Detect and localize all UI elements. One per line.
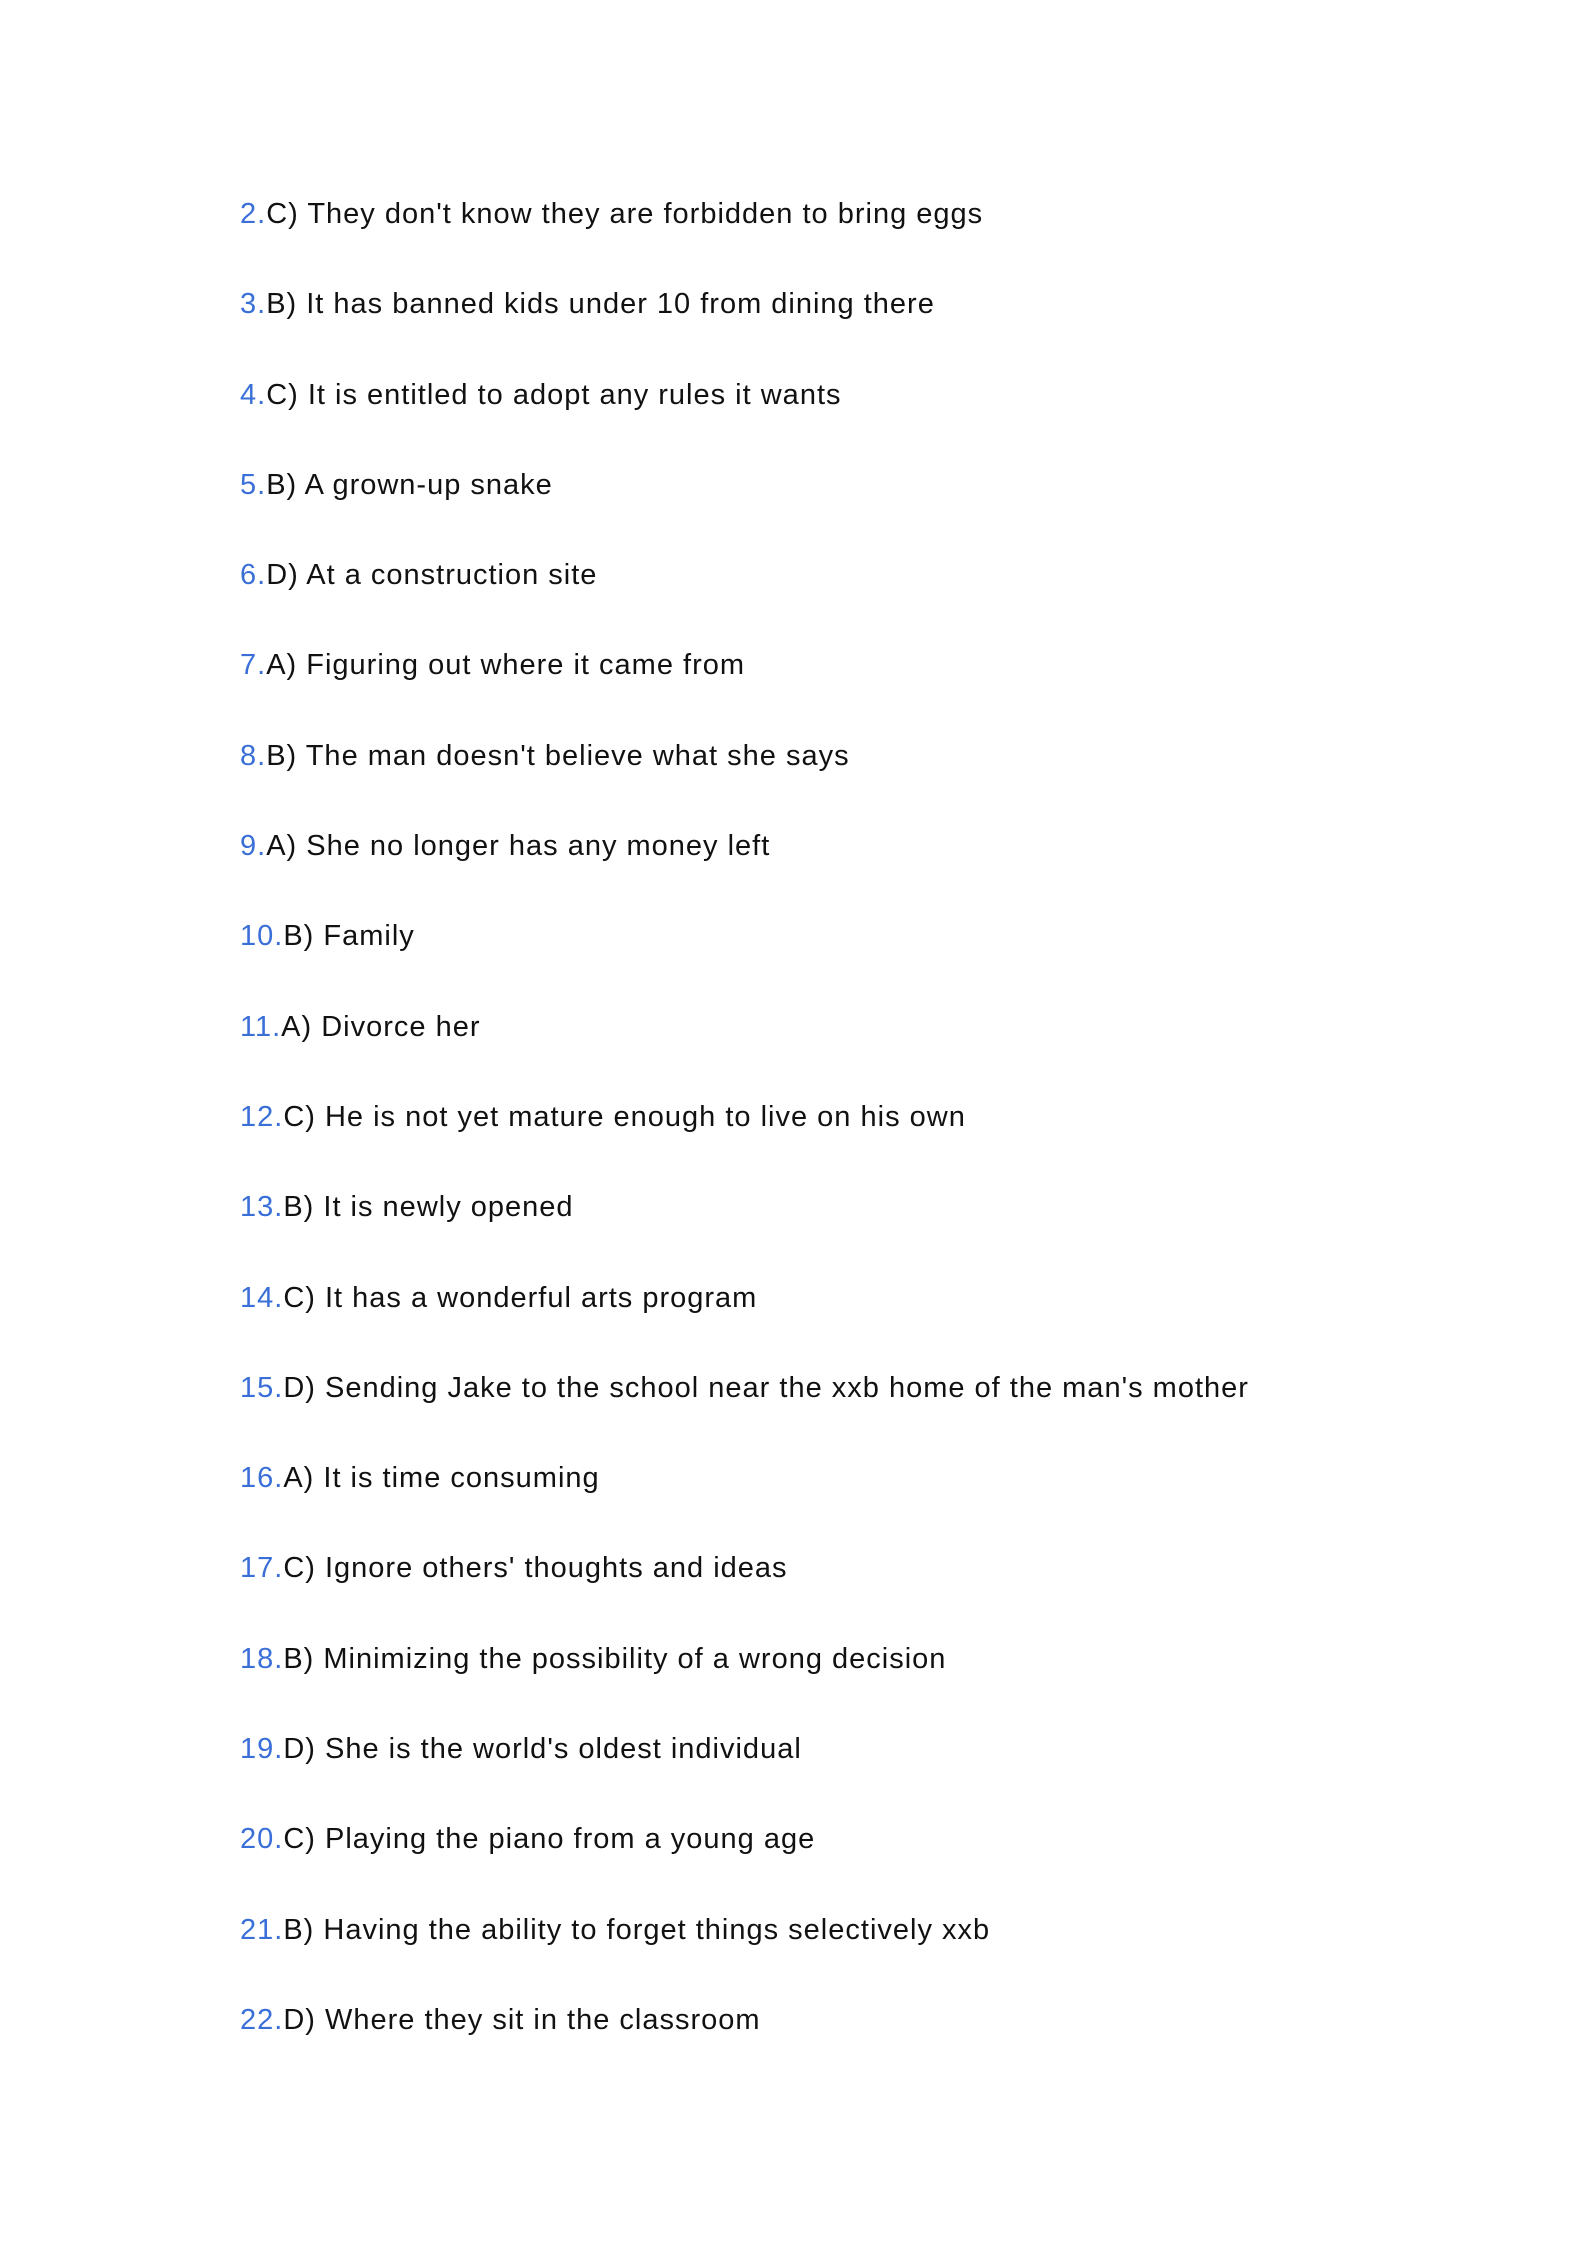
answer-text: B) Having the ability to forget things selectively xxb — [283, 1913, 991, 1946]
answer-item — [240, 736, 1249, 826]
answer-number: 11. — [240, 1010, 282, 1043]
answer-number: 3. — [240, 288, 267, 321]
answer-number: 9. — [240, 830, 267, 863]
answer-number: 15. — [240, 1371, 284, 1404]
answer-item — [240, 1910, 1249, 2000]
answer-number: 4. — [240, 378, 267, 411]
answer-item — [240, 1819, 1249, 1909]
answer-item — [240, 826, 1249, 916]
answer-number: 7. — [240, 649, 267, 682]
answer-number: 18. — [240, 1642, 284, 1675]
answer-number: 5. — [240, 468, 267, 501]
answer-item — [240, 1548, 1249, 1638]
answer-item — [240, 2000, 1249, 2090]
answer-item — [240, 645, 1249, 735]
answer-text: C) Ignore others' thoughts and ideas — [283, 1552, 788, 1585]
answer-item — [240, 1729, 1249, 1819]
answer-number: 17. — [240, 1552, 284, 1585]
answer-text: C) It is entitled to adopt any rules it wants — [266, 378, 842, 411]
answer-item — [240, 465, 1249, 555]
answer-text: D) Where they sit in the classroom — [283, 2003, 761, 2036]
answer-item — [240, 1007, 1249, 1097]
answer-item — [240, 916, 1249, 1006]
answer-text: C) They don't know they are forbidden to bring eggs — [266, 198, 984, 230]
answer-text: B) It is newly opened — [283, 1191, 574, 1224]
answer-item — [240, 194, 1249, 284]
answer-item — [240, 1187, 1249, 1277]
answer-text: B) A grown-up snake — [266, 468, 553, 501]
answer-text: B) Family — [283, 920, 415, 953]
answer-item — [240, 1639, 1249, 1729]
answer-text: D) She is the world's oldest individual — [283, 1733, 802, 1766]
answer-item — [240, 1368, 1249, 1458]
answer-list — [240, 194, 1249, 2090]
answer-item — [240, 1097, 1249, 1187]
answer-number: 16. — [240, 1462, 284, 1495]
answer-number: 10. — [240, 920, 284, 953]
answer-number: 12. — [240, 1100, 284, 1133]
answer-text: B) The man doesn't believe what she says — [266, 739, 850, 772]
answer-number: 6. — [240, 559, 267, 592]
answer-text: A) Divorce her — [281, 1010, 481, 1043]
answer-number: 20. — [240, 1823, 284, 1856]
answer-number: 21. — [240, 1913, 284, 1946]
answer-text: B) It has banned kids under 10 from dining there — [266, 288, 935, 321]
answer-item — [240, 1278, 1249, 1368]
answer-item — [240, 375, 1249, 465]
answer-text: C) It has a wonderful arts program — [283, 1281, 758, 1314]
answer-number: 2. — [240, 198, 267, 230]
answer-text: D) Sending Jake to the school near the xxb home of the man's mother — [283, 1371, 1249, 1404]
answer-text: A) Figuring out where it came from — [266, 649, 746, 682]
answer-number: 8. — [240, 739, 267, 772]
answer-number: 19. — [240, 1733, 284, 1766]
answer-text: C) He is not yet mature enough to live on his own — [283, 1100, 966, 1133]
answer-number: 22. — [240, 2003, 284, 2036]
answer-item — [240, 555, 1249, 645]
answer-number: 13. — [240, 1191, 284, 1224]
answer-text: A) It is time consuming — [283, 1462, 600, 1495]
answer-text: B) Minimizing the possibility of a wrong decision — [283, 1642, 947, 1675]
answer-text: D) At a construction site — [266, 559, 598, 592]
answer-text: C) Playing the piano from a young age — [283, 1823, 816, 1856]
answer-text: A) She no longer has any money left — [266, 830, 771, 863]
answer-item — [240, 1458, 1249, 1548]
answer-item — [240, 284, 1249, 374]
answer-number: 14. — [240, 1281, 284, 1314]
